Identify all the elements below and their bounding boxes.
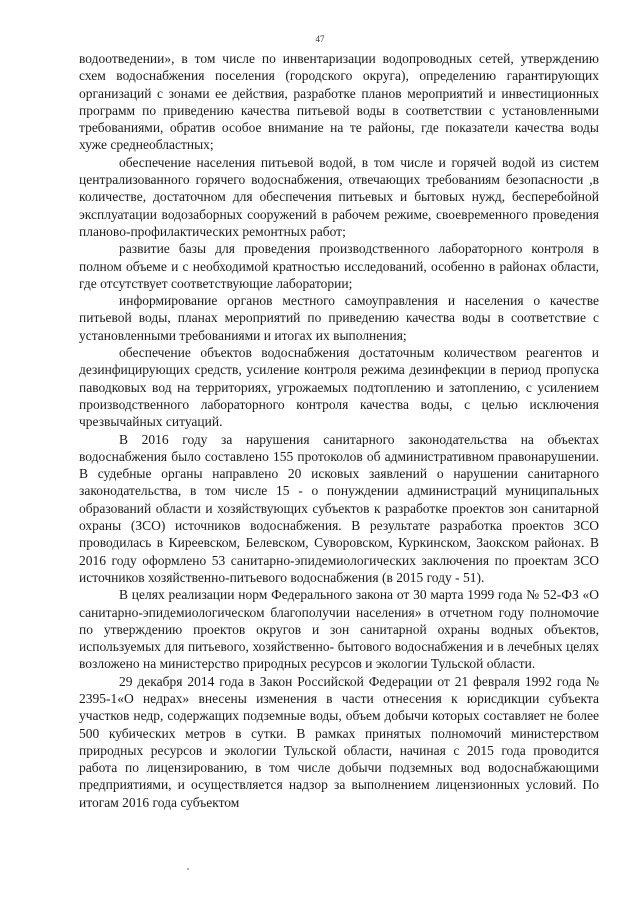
page-number: 47: [315, 34, 325, 44]
paragraph: В целях реализации норм Федерального закона от 30 марта 1999 года № 52-ФЗ «О санитарно-эпидемиологическом благополучии населения» в отчетном году полномочие по утверждению проектов округов и зон санитарной охраны водных объектов, используемых для питьевого, хозяйственно- бытового водоснабжения и в лечебных целях возложено на министерство природных ресурсов и экологии Тульской области.: [79, 587, 599, 672]
paragraph: информирование органов местного самоуправления и населения о качестве питьевой воды, планах мероприятий по приведению качества воды в соответствие с установленными требованиями и итогах их выполнения;: [79, 293, 599, 343]
scan-artifact-dot: [187, 868, 189, 870]
body-text: [79, 50, 599, 811]
paragraph-continued: водоотведении», в том числе по инвентаризации водопроводных сетей, утверждению схем водоснабжения поселения (городского округа), определению гарантирующих организаций с зонами ее действия, разработке планов мероприятий и инвестиционных программ по приведению качества питьевой воды в соответствии с установленными требованиями, обратив особое внимание на те районы, где показатели качества воды хуже среднеобластных;: [79, 51, 599, 153]
paragraph: В 2016 году за нарушения санитарного законодательства на объектах водоснабжения было составлено 155 протоколов об административном правонарушении. В судебные органы направлено 20 исковых заявлений о нарушении санитарного законодательства, в том числе 15 - о понуждении администраций муниципальных образований области и хозяйствующих субъектов к разработке проектов зон санитарной охраны (ЗСО) источников водоснабжения. В результате разработка проектов ЗСО проводилась в Киреевском, Белевском, Суворовском, Куркинском, Заокском районах. В 2016 году оформлено 53 санитарно-эпидемиологических заключения по проектам ЗСО источников хозяйственно-питьевого водоснабжения (в 2015 году - 51).: [79, 431, 599, 585]
paragraph: 29 декабря 2014 года в Закон Российской Федерации от 21 февраля 1992 года № 2395-1«О недрах» внесены изменения в части отнесения к юрисдикции субъекта участков недр, содержащих подземные воды, объем добычи которых составляет не более 500 кубических метров в сутки. В рамках принятых полномочий министерством природных ресурсов и экологии Тульской области, начиная с 2015 года проводится работа по лицензированию, в том числе добычи подземных вод водоснабжающими предприятиями, и осуществляется надзор за выполнением лицензионных условий. По итогам 2016 года субъектом: [79, 673, 599, 810]
paragraph: обеспечение объектов водоснабжения достаточным количеством реагентов и дезинфицирующих средств, усиление контроля режима дезинфекции в период пропуска паводковых вод на территориях, угрожаемых подтоплению и затоплению, с усилением производственного лабораторного контроля качества воды, с целью исключения чрезвычайных ситуаций.: [79, 345, 599, 430]
paragraph: обеспечение населения питьевой водой, в том числе и горячей водой из систем централизованного горячего водоснабжения, отвечающих требованиям безопасности ,в количестве, достаточном для обеспечения питьевых и бытовых нужд, бесперебойной эксплуатации водозаборных сооружений в рабочем режиме, своевременного проведения планово-профилактических ремонтных работ;: [79, 154, 599, 239]
paragraph: развитие базы для проведения производственного лабораторного контроля в полном объеме и с необходимой кратностью исследований, особенно в районах области, где отсутствует соответствующие лаборатории;: [79, 241, 599, 291]
